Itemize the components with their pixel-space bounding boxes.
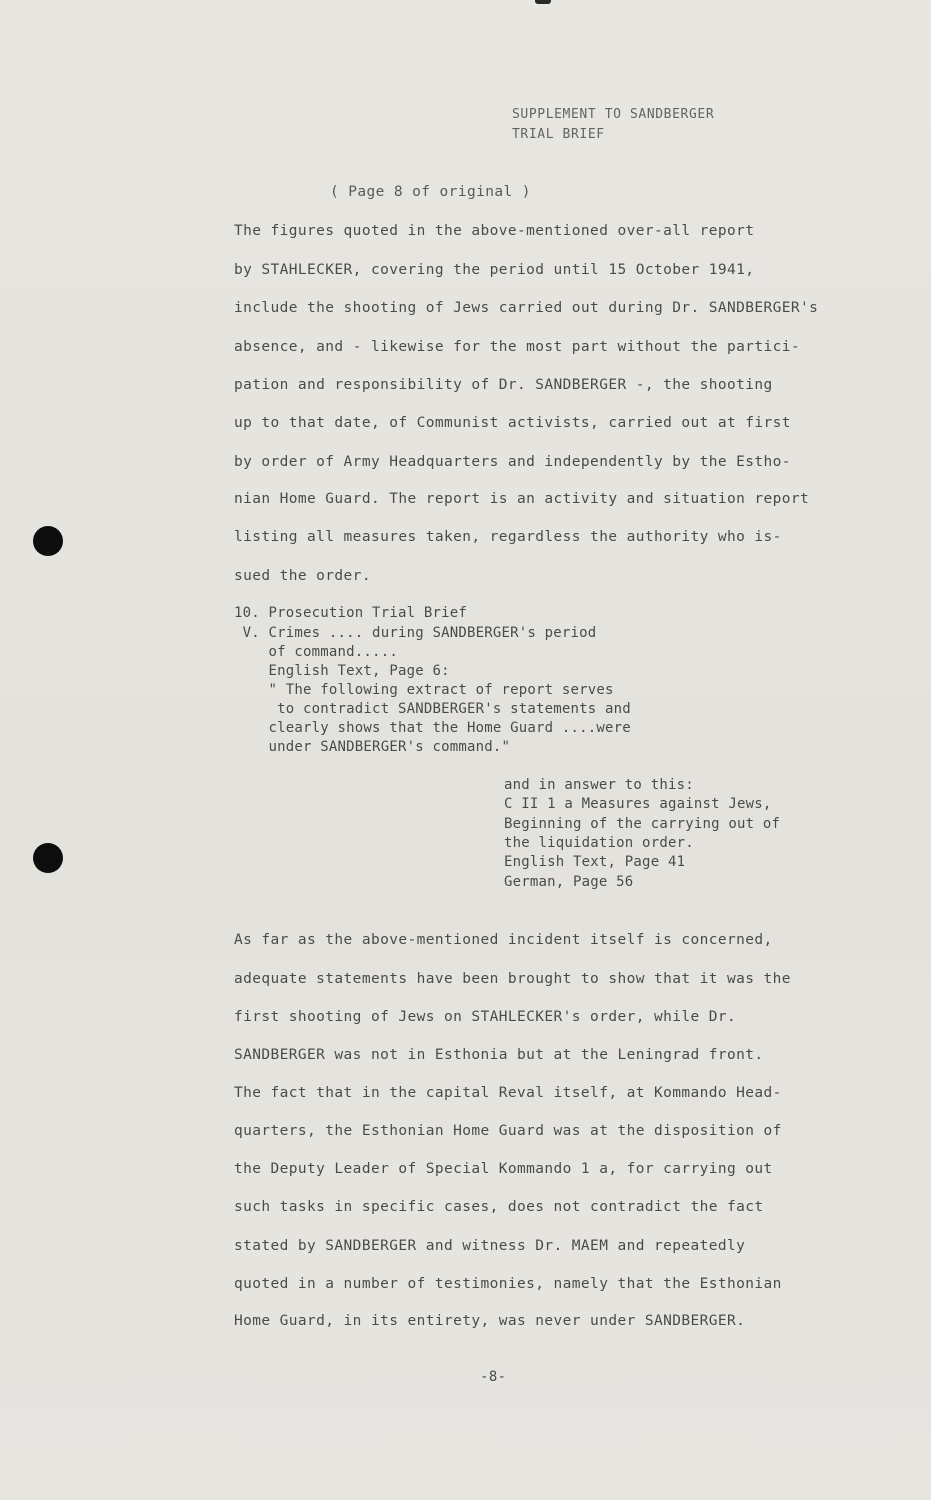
paragraph-line: such tasks in specific cases, does not contradict the fact xyxy=(234,1199,764,1215)
punch-hole-lower xyxy=(33,843,63,873)
paragraph-line: first shooting of Jews on STAHLECKER's order, while Dr. xyxy=(234,1009,737,1025)
reference-line: under SANDBERGER's command." xyxy=(234,739,511,755)
paragraph-line: quoted in a number of testimonies, namely that the Esthonian xyxy=(234,1276,782,1292)
paragraph-line: pation and responsibility of Dr. SANDBERGER -, the shooting xyxy=(234,377,773,393)
paragraph-line: Home Guard, in its entirety, was never under SANDBERGER. xyxy=(234,1313,746,1329)
header-title: SUPPLEMENT TO SANDBERGER xyxy=(512,107,715,122)
answer-line: English Text, Page 41 xyxy=(504,854,686,870)
paragraph-line: include the shooting of Jews carried out during Dr. SANDBERGER's xyxy=(234,300,819,316)
paragraph-line: up to that date, of Communist activists, carried out at first xyxy=(234,415,791,431)
page-caption: ( Page 8 of original ) xyxy=(330,184,531,200)
reference-line: English Text, Page 6: xyxy=(234,663,450,679)
header-subtitle: TRIAL BRIEF xyxy=(512,127,605,142)
paragraph-line: SANDBERGER was not in Esthonia but at the Leningrad front. xyxy=(234,1047,764,1063)
page-number: -8- xyxy=(480,1369,507,1385)
paragraph-line: the Deputy Leader of Special Kommando 1 a, for carrying out xyxy=(234,1161,773,1177)
paragraph-line: by STAHLECKER, covering the period until 15 October 1941, xyxy=(234,262,755,278)
paragraph-line: The figures quoted in the above-mentioned over-all report xyxy=(234,223,755,239)
paragraph-line: The fact that in the capital Reval itself, at Kommando Head- xyxy=(234,1085,782,1101)
answer-line: and in answer to this: xyxy=(504,777,694,793)
reference-line: 10. Prosecution Trial Brief xyxy=(234,605,467,621)
paragraph-line: quarters, the Esthonian Home Guard was at the disposition of xyxy=(234,1123,782,1139)
answer-line: C II 1 a Measures against Jews, xyxy=(504,796,772,812)
reference-line: " The following extract of report serves xyxy=(234,682,614,698)
paragraph-line: absence, and - likewise for the most part without the partici- xyxy=(234,339,801,355)
paragraph-line: adequate statements have been brought to show that it was the xyxy=(234,971,791,987)
reference-line: V. Crimes .... during SANDBERGER's period xyxy=(234,625,597,641)
punch-hole-upper xyxy=(33,526,63,556)
paragraph-line: listing all measures taken, regardless the authority who is- xyxy=(234,529,782,545)
reference-line: to contradict SANDBERGER's statements and xyxy=(234,701,631,717)
answer-line: the liquidation order. xyxy=(504,835,694,851)
reference-line: clearly shows that the Home Guard ....were xyxy=(234,720,631,736)
top-edge-mark xyxy=(535,0,551,4)
paragraph-line: nian Home Guard. The report is an activity and situation report xyxy=(234,491,810,507)
paragraph-line: stated by SANDBERGER and witness Dr. MAEM and repeatedly xyxy=(234,1238,746,1254)
paragraph-line: As far as the above-mentioned incident itself is concerned, xyxy=(234,932,773,948)
paragraph-line: sued the order. xyxy=(234,568,371,584)
reference-line: of command..... xyxy=(234,644,398,660)
paragraph-line: by order of Army Headquarters and independently by the Estho- xyxy=(234,454,791,470)
answer-line: German, Page 56 xyxy=(504,874,634,890)
answer-line: Beginning of the carrying out of xyxy=(504,816,781,832)
